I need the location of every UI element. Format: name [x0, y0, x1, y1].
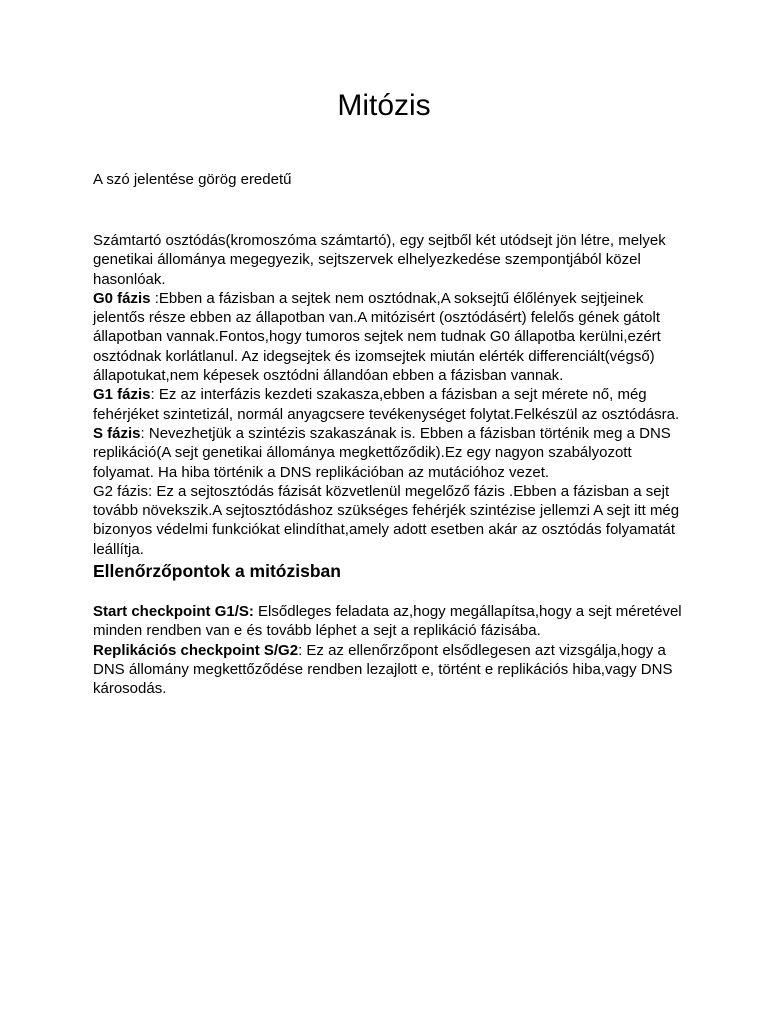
- g2-paragraph: G2 fázis: Ez a sejtosztódás fázisát közvetlenül megelőző fázis .Ebben a fázisban a sejt tovább növekszik.A sejtosztódáshoz szükséges fehérjék szintézise jellemzi A sejt itt még bizonyos védelmi funkciókat elindíthat,amely adott esetben akár az osztódás folyamatát leállítja.: [93, 482, 680, 558]
- checkpoint-g1s-paragraph: [93, 602, 683, 641]
- checkpoint-g1s-text: Elsődleges feladata az,hogy megállapítsa,hogy a sejt méretével minden rendben van e és tovább léphet a sejt a replikáció fázisába.: [93, 603, 682, 640]
- document-body: [93, 231, 683, 699]
- s-text: : Nevezhetjük a szintézis szakaszának is. Ebben a fázisban történik meg a DNS replikáció(A sejt genetikai állománya megkettőződik).Ez egy nagyon szabályozott folyamat. Ha hiba történik a DNS replikációban az mutációhoz vezet.: [93, 424, 671, 481]
- g1-paragraph: [93, 385, 683, 424]
- s-paragraph: [93, 424, 683, 482]
- g1-label: G1 fázis: [93, 386, 151, 404]
- g1-text: : Ez az interfázis kezdeti szakasza,ebben a fázisban a sejt mérete nő, még fehérjéket szintetizál, normál anyagcsere tevékenységet folytat.Felkészül az osztódásra.: [93, 386, 680, 423]
- s-label: S fázis: [93, 424, 141, 442]
- checkpoint-sg2-text: : Ez az ellenőrzőpont elsődlegesen azt vizsgálja,hogy a DNS állomány megkettőződése rendben lezajlott e, történt e replikációs hiba,vagy DNS károsodás.: [93, 641, 673, 698]
- g0-paragraph: [93, 289, 683, 385]
- g0-label: G0 fázis: [93, 289, 151, 307]
- g0-text: :Ebben a fázisban a sejtek nem osztódnak,A soksejtű élőlények sejtjeinek jelentős része ebben az állapotban van.A mitózisért (osztódásért) felelős gének gátolt állapotban vannak.Fontos,hogy tumoros sejtek nem tudnak G0 állapotba kerülni,ezért osztódnak korlátlanul. Az idegsejtek és izomsejtek miután elérték differenciált(végső) állapotukat,nem képesek osztódni állandóan ebben a fázisban vannak.: [93, 289, 661, 385]
- checkpoint-g1s-label: Start checkpoint G1/S:: [93, 603, 254, 621]
- checkpoint-sg2-label: Replikációs checkpoint S/G2: [93, 641, 299, 659]
- spacer: [93, 583, 683, 602]
- subtitle-text: A szó jelentése görög eredetű: [93, 171, 292, 188]
- checkpoint-sg2-paragraph: [93, 641, 683, 699]
- page-title: Mitózis: [337, 89, 431, 122]
- section-heading: Ellenőrzőpontok a mitózisban: [93, 561, 341, 582]
- intro-paragraph: Számtartó osztódás(kromoszóma számtartó), egy sejtből két utódsejt jön létre, melyek genetikai állománya megegyezik, sejtszervek elhelyezkedése szempontjából közel hasonlóak.: [93, 232, 666, 288]
